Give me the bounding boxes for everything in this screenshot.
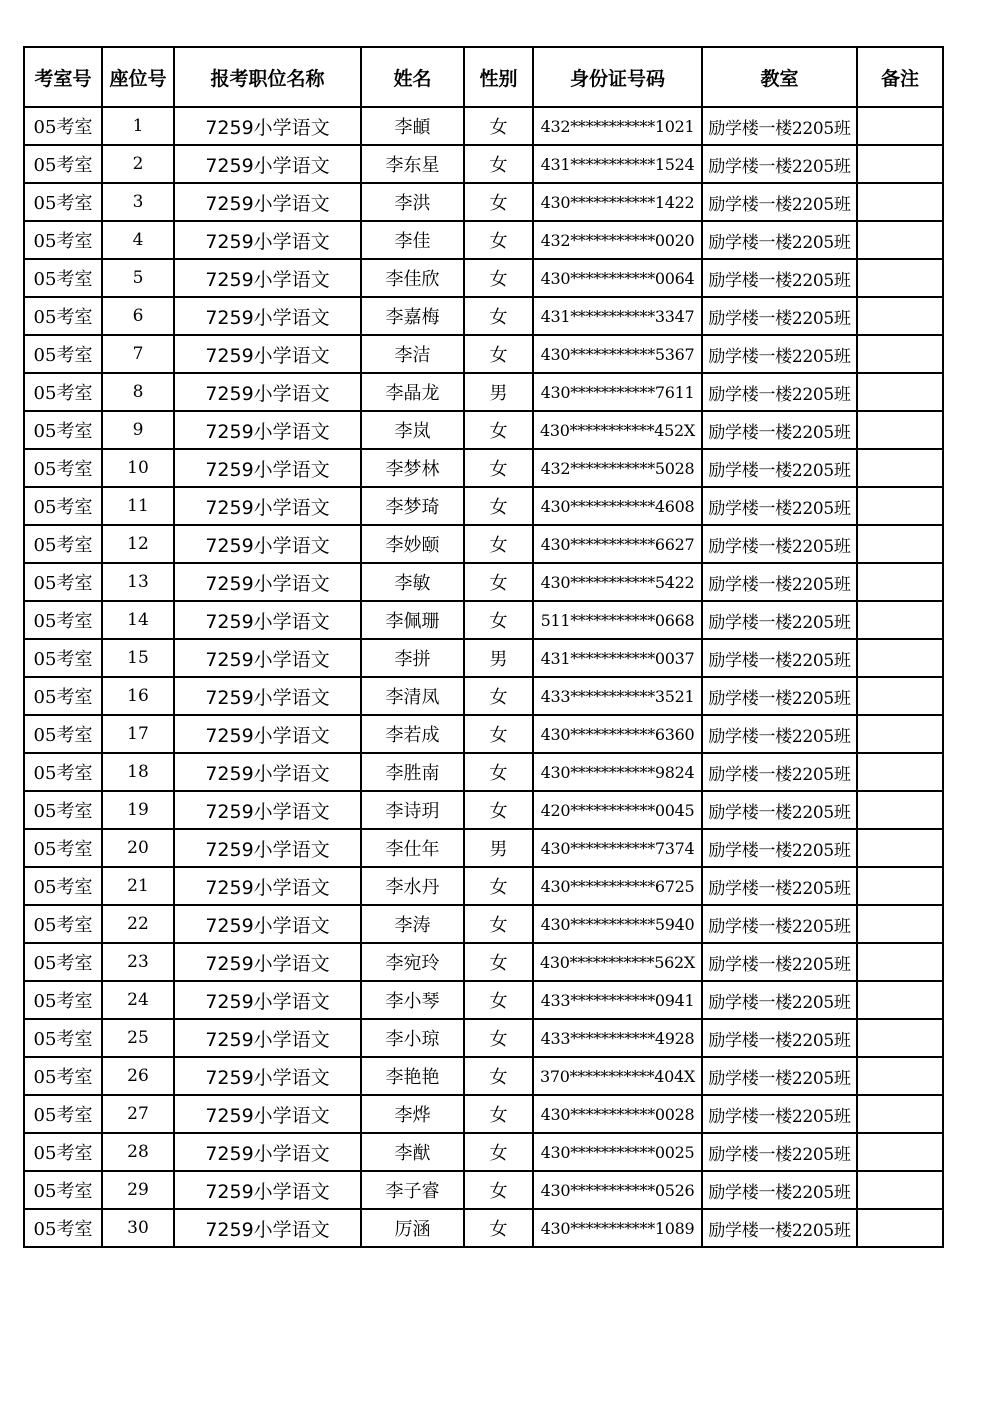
table-body	[24, 107, 943, 1247]
position-cell: 7259小学语文	[174, 601, 361, 639]
header-position: 报考职位名称	[174, 47, 361, 107]
header-row	[24, 47, 943, 107]
room-cell: 05考室	[24, 373, 102, 411]
table-row	[24, 791, 943, 829]
name-cell: 李頔	[361, 107, 464, 145]
id-number-cell: 432***********1021	[533, 107, 702, 145]
id-number-cell: 430***********5422	[533, 563, 702, 601]
position-cell: 7259小学语文	[174, 107, 361, 145]
gender-cell: 女	[464, 259, 533, 297]
room-cell: 05考室	[24, 829, 102, 867]
remark-cell	[857, 221, 943, 259]
table-row	[24, 981, 943, 1019]
room-cell: 05考室	[24, 1057, 102, 1095]
seat-cell: 3	[102, 183, 174, 221]
room-cell: 05考室	[24, 449, 102, 487]
classroom-cell: 励学楼一楼2205班	[702, 639, 857, 677]
name-cell: 李梦林	[361, 449, 464, 487]
classroom-cell: 励学楼一楼2205班	[702, 791, 857, 829]
room-cell: 05考室	[24, 145, 102, 183]
id-number-cell: 511***********0668	[533, 601, 702, 639]
seat-cell: 15	[102, 639, 174, 677]
room-cell: 05考室	[24, 867, 102, 905]
id-number-cell: 433***********3521	[533, 677, 702, 715]
room-cell: 05考室	[24, 905, 102, 943]
room-cell: 05考室	[24, 1133, 102, 1171]
name-cell: 李若成	[361, 715, 464, 753]
table-row	[24, 373, 943, 411]
classroom-cell: 励学楼一楼2205班	[702, 601, 857, 639]
header-seat: 座位号	[102, 47, 174, 107]
gender-cell: 女	[464, 1209, 533, 1247]
classroom-cell: 励学楼一楼2205班	[702, 905, 857, 943]
classroom-cell: 励学楼一楼2205班	[702, 563, 857, 601]
remark-cell	[857, 373, 943, 411]
header-remark: 备注	[857, 47, 943, 107]
classroom-cell: 励学楼一楼2205班	[702, 867, 857, 905]
id-number-cell: 430***********4608	[533, 487, 702, 525]
remark-cell	[857, 1057, 943, 1095]
remark-cell	[857, 905, 943, 943]
position-cell: 7259小学语文	[174, 791, 361, 829]
position-cell: 7259小学语文	[174, 335, 361, 373]
table-row	[24, 1171, 943, 1209]
id-number-cell: 430***********5940	[533, 905, 702, 943]
table-row	[24, 525, 943, 563]
name-cell: 李梦琦	[361, 487, 464, 525]
table-row	[24, 259, 943, 297]
remark-cell	[857, 487, 943, 525]
table-row	[24, 145, 943, 183]
gender-cell: 女	[464, 221, 533, 259]
remark-cell	[857, 1209, 943, 1247]
room-cell: 05考室	[24, 525, 102, 563]
id-number-cell: 430***********1089	[533, 1209, 702, 1247]
table-row	[24, 715, 943, 753]
table-row	[24, 107, 943, 145]
name-cell: 李洪	[361, 183, 464, 221]
room-cell: 05考室	[24, 601, 102, 639]
room-cell: 05考室	[24, 753, 102, 791]
position-cell: 7259小学语文	[174, 905, 361, 943]
id-number-cell: 431***********3347	[533, 297, 702, 335]
gender-cell: 女	[464, 1057, 533, 1095]
header-room: 考室号	[24, 47, 102, 107]
table-row	[24, 829, 943, 867]
name-cell: 李佩珊	[361, 601, 464, 639]
gender-cell: 女	[464, 601, 533, 639]
gender-cell: 女	[464, 145, 533, 183]
position-cell: 7259小学语文	[174, 563, 361, 601]
name-cell: 李敏	[361, 563, 464, 601]
classroom-cell: 励学楼一楼2205班	[702, 107, 857, 145]
seat-cell: 27	[102, 1095, 174, 1133]
room-cell: 05考室	[24, 943, 102, 981]
table-row	[24, 335, 943, 373]
gender-cell: 女	[464, 1171, 533, 1209]
remark-cell	[857, 677, 943, 715]
seat-cell: 20	[102, 829, 174, 867]
position-cell: 7259小学语文	[174, 639, 361, 677]
gender-cell: 女	[464, 525, 533, 563]
seat-cell: 22	[102, 905, 174, 943]
id-number-cell: 432***********5028	[533, 449, 702, 487]
id-number-cell: 430***********0025	[533, 1133, 702, 1171]
id-number-cell: 433***********4928	[533, 1019, 702, 1057]
table-row	[24, 601, 943, 639]
seat-cell: 29	[102, 1171, 174, 1209]
position-cell: 7259小学语文	[174, 373, 361, 411]
position-cell: 7259小学语文	[174, 1209, 361, 1247]
seat-cell: 17	[102, 715, 174, 753]
table-row	[24, 297, 943, 335]
room-cell: 05考室	[24, 335, 102, 373]
room-cell: 05考室	[24, 715, 102, 753]
seat-cell: 14	[102, 601, 174, 639]
gender-cell: 女	[464, 1095, 533, 1133]
position-cell: 7259小学语文	[174, 259, 361, 297]
gender-cell: 女	[464, 183, 533, 221]
position-cell: 7259小学语文	[174, 487, 361, 525]
id-number-cell: 430***********452X	[533, 411, 702, 449]
seat-cell: 5	[102, 259, 174, 297]
seat-cell: 8	[102, 373, 174, 411]
position-cell: 7259小学语文	[174, 981, 361, 1019]
name-cell: 李佳欣	[361, 259, 464, 297]
remark-cell	[857, 107, 943, 145]
seat-cell: 21	[102, 867, 174, 905]
id-number-cell: 430***********562X	[533, 943, 702, 981]
position-cell: 7259小学语文	[174, 753, 361, 791]
seat-cell: 30	[102, 1209, 174, 1247]
seat-cell: 4	[102, 221, 174, 259]
room-cell: 05考室	[24, 563, 102, 601]
classroom-cell: 励学楼一楼2205班	[702, 145, 857, 183]
seat-cell: 23	[102, 943, 174, 981]
position-cell: 7259小学语文	[174, 715, 361, 753]
table-row	[24, 867, 943, 905]
remark-cell	[857, 259, 943, 297]
remark-cell	[857, 867, 943, 905]
classroom-cell: 励学楼一楼2205班	[702, 335, 857, 373]
id-number-cell: 433***********0941	[533, 981, 702, 1019]
id-number-cell: 430***********5367	[533, 335, 702, 373]
name-cell: 李涛	[361, 905, 464, 943]
classroom-cell: 励学楼一楼2205班	[702, 829, 857, 867]
classroom-cell: 励学楼一楼2205班	[702, 259, 857, 297]
remark-cell	[857, 1171, 943, 1209]
remark-cell	[857, 297, 943, 335]
seat-cell: 11	[102, 487, 174, 525]
name-cell: 李嘉梅	[361, 297, 464, 335]
room-cell: 05考室	[24, 1019, 102, 1057]
classroom-cell: 励学楼一楼2205班	[702, 1019, 857, 1057]
name-cell: 李猷	[361, 1133, 464, 1171]
classroom-cell: 励学楼一楼2205班	[702, 981, 857, 1019]
seat-cell: 1	[102, 107, 174, 145]
classroom-cell: 励学楼一楼2205班	[702, 1133, 857, 1171]
position-cell: 7259小学语文	[174, 1171, 361, 1209]
name-cell: 李洁	[361, 335, 464, 373]
gender-cell: 男	[464, 829, 533, 867]
seat-cell: 13	[102, 563, 174, 601]
gender-cell: 女	[464, 791, 533, 829]
remark-cell	[857, 753, 943, 791]
remark-cell	[857, 639, 943, 677]
name-cell: 李子睿	[361, 1171, 464, 1209]
classroom-cell: 励学楼一楼2205班	[702, 1095, 857, 1133]
remark-cell	[857, 601, 943, 639]
table-row	[24, 677, 943, 715]
room-cell: 05考室	[24, 791, 102, 829]
table-row	[24, 183, 943, 221]
seat-cell: 2	[102, 145, 174, 183]
table-row	[24, 943, 943, 981]
remark-cell	[857, 981, 943, 1019]
position-cell: 7259小学语文	[174, 411, 361, 449]
position-cell: 7259小学语文	[174, 867, 361, 905]
remark-cell	[857, 563, 943, 601]
position-cell: 7259小学语文	[174, 1133, 361, 1171]
remark-cell	[857, 829, 943, 867]
id-number-cell: 430***********1422	[533, 183, 702, 221]
room-cell: 05考室	[24, 221, 102, 259]
gender-cell: 女	[464, 867, 533, 905]
id-number-cell: 430***********7611	[533, 373, 702, 411]
room-cell: 05考室	[24, 183, 102, 221]
gender-cell: 女	[464, 297, 533, 335]
room-cell: 05考室	[24, 107, 102, 145]
table-row	[24, 1209, 943, 1247]
classroom-cell: 励学楼一楼2205班	[702, 677, 857, 715]
id-number-cell: 430***********0064	[533, 259, 702, 297]
name-cell: 厉涵	[361, 1209, 464, 1247]
room-cell: 05考室	[24, 411, 102, 449]
gender-cell: 女	[464, 487, 533, 525]
gender-cell: 女	[464, 449, 533, 487]
classroom-cell: 励学楼一楼2205班	[702, 715, 857, 753]
seat-cell: 18	[102, 753, 174, 791]
position-cell: 7259小学语文	[174, 943, 361, 981]
name-cell: 李晶龙	[361, 373, 464, 411]
name-cell: 李水丹	[361, 867, 464, 905]
gender-cell: 女	[464, 715, 533, 753]
header-classroom: 教室	[702, 47, 857, 107]
classroom-cell: 励学楼一楼2205班	[702, 1057, 857, 1095]
id-number-cell: 430***********9824	[533, 753, 702, 791]
header-name: 姓名	[361, 47, 464, 107]
id-number-cell: 431***********0037	[533, 639, 702, 677]
id-number-cell: 430***********6725	[533, 867, 702, 905]
seat-cell: 7	[102, 335, 174, 373]
table-row	[24, 1095, 943, 1133]
header-id: 身份证号码	[533, 47, 702, 107]
table-row	[24, 449, 943, 487]
table-row	[24, 221, 943, 259]
remark-cell	[857, 1095, 943, 1133]
room-cell: 05考室	[24, 981, 102, 1019]
table-row	[24, 639, 943, 677]
gender-cell: 男	[464, 639, 533, 677]
gender-cell: 女	[464, 677, 533, 715]
table-row	[24, 411, 943, 449]
remark-cell	[857, 449, 943, 487]
name-cell: 李东星	[361, 145, 464, 183]
classroom-cell: 励学楼一楼2205班	[702, 297, 857, 335]
position-cell: 7259小学语文	[174, 1057, 361, 1095]
remark-cell	[857, 145, 943, 183]
classroom-cell: 励学楼一楼2205班	[702, 753, 857, 791]
gender-cell: 女	[464, 335, 533, 373]
room-cell: 05考室	[24, 1171, 102, 1209]
position-cell: 7259小学语文	[174, 1095, 361, 1133]
classroom-cell: 励学楼一楼2205班	[702, 943, 857, 981]
id-number-cell: 431***********1524	[533, 145, 702, 183]
name-cell: 李清凤	[361, 677, 464, 715]
room-cell: 05考室	[24, 297, 102, 335]
remark-cell	[857, 943, 943, 981]
table-row	[24, 1133, 943, 1171]
seat-cell: 25	[102, 1019, 174, 1057]
classroom-cell: 励学楼一楼2205班	[702, 1209, 857, 1247]
remark-cell	[857, 335, 943, 373]
seat-cell: 24	[102, 981, 174, 1019]
position-cell: 7259小学语文	[174, 145, 361, 183]
seat-cell: 10	[102, 449, 174, 487]
gender-cell: 女	[464, 753, 533, 791]
name-cell: 李妙颐	[361, 525, 464, 563]
name-cell: 李小琼	[361, 1019, 464, 1057]
seat-cell: 26	[102, 1057, 174, 1095]
id-number-cell: 432***********0020	[533, 221, 702, 259]
name-cell: 李小琴	[361, 981, 464, 1019]
seat-cell: 6	[102, 297, 174, 335]
position-cell: 7259小学语文	[174, 525, 361, 563]
gender-cell: 女	[464, 1019, 533, 1057]
position-cell: 7259小学语文	[174, 449, 361, 487]
table-row	[24, 905, 943, 943]
classroom-cell: 励学楼一楼2205班	[702, 183, 857, 221]
remark-cell	[857, 791, 943, 829]
position-cell: 7259小学语文	[174, 829, 361, 867]
id-number-cell: 370***********404X	[533, 1057, 702, 1095]
remark-cell	[857, 525, 943, 563]
remark-cell	[857, 715, 943, 753]
gender-cell: 女	[464, 411, 533, 449]
classroom-cell: 励学楼一楼2205班	[702, 1171, 857, 1209]
name-cell: 李岚	[361, 411, 464, 449]
room-cell: 05考室	[24, 259, 102, 297]
id-number-cell: 430***********7374	[533, 829, 702, 867]
seat-cell: 9	[102, 411, 174, 449]
table-row	[24, 1019, 943, 1057]
seat-cell: 28	[102, 1133, 174, 1171]
name-cell: 李仕年	[361, 829, 464, 867]
remark-cell	[857, 1019, 943, 1057]
table-row	[24, 1057, 943, 1095]
table-row	[24, 487, 943, 525]
remark-cell	[857, 183, 943, 221]
classroom-cell: 励学楼一楼2205班	[702, 487, 857, 525]
name-cell: 李烨	[361, 1095, 464, 1133]
gender-cell: 女	[464, 1133, 533, 1171]
name-cell: 李宛玲	[361, 943, 464, 981]
name-cell: 李胜南	[361, 753, 464, 791]
gender-cell: 女	[464, 905, 533, 943]
seat-cell: 16	[102, 677, 174, 715]
name-cell: 李拼	[361, 639, 464, 677]
table-row	[24, 753, 943, 791]
name-cell: 李诗玥	[361, 791, 464, 829]
gender-cell: 女	[464, 563, 533, 601]
classroom-cell: 励学楼一楼2205班	[702, 221, 857, 259]
name-cell: 李艳艳	[361, 1057, 464, 1095]
classroom-cell: 励学楼一楼2205班	[702, 373, 857, 411]
position-cell: 7259小学语文	[174, 221, 361, 259]
classroom-cell: 励学楼一楼2205班	[702, 449, 857, 487]
room-cell: 05考室	[24, 1209, 102, 1247]
exam-seating-table	[23, 46, 944, 1248]
room-cell: 05考室	[24, 1095, 102, 1133]
classroom-cell: 励学楼一楼2205班	[702, 411, 857, 449]
position-cell: 7259小学语文	[174, 183, 361, 221]
id-number-cell: 430***********6360	[533, 715, 702, 753]
table-row	[24, 563, 943, 601]
gender-cell: 女	[464, 981, 533, 1019]
id-number-cell: 420***********0045	[533, 791, 702, 829]
position-cell: 7259小学语文	[174, 677, 361, 715]
gender-cell: 男	[464, 373, 533, 411]
header-gender: 性别	[464, 47, 533, 107]
room-cell: 05考室	[24, 639, 102, 677]
gender-cell: 女	[464, 107, 533, 145]
position-cell: 7259小学语文	[174, 297, 361, 335]
id-number-cell: 430***********0526	[533, 1171, 702, 1209]
classroom-cell: 励学楼一楼2205班	[702, 525, 857, 563]
seat-cell: 12	[102, 525, 174, 563]
name-cell: 李佳	[361, 221, 464, 259]
room-cell: 05考室	[24, 487, 102, 525]
position-cell: 7259小学语文	[174, 1019, 361, 1057]
remark-cell	[857, 411, 943, 449]
remark-cell	[857, 1133, 943, 1171]
gender-cell: 女	[464, 943, 533, 981]
room-cell: 05考室	[24, 677, 102, 715]
id-number-cell: 430***********6627	[533, 525, 702, 563]
id-number-cell: 430***********0028	[533, 1095, 702, 1133]
seat-cell: 19	[102, 791, 174, 829]
